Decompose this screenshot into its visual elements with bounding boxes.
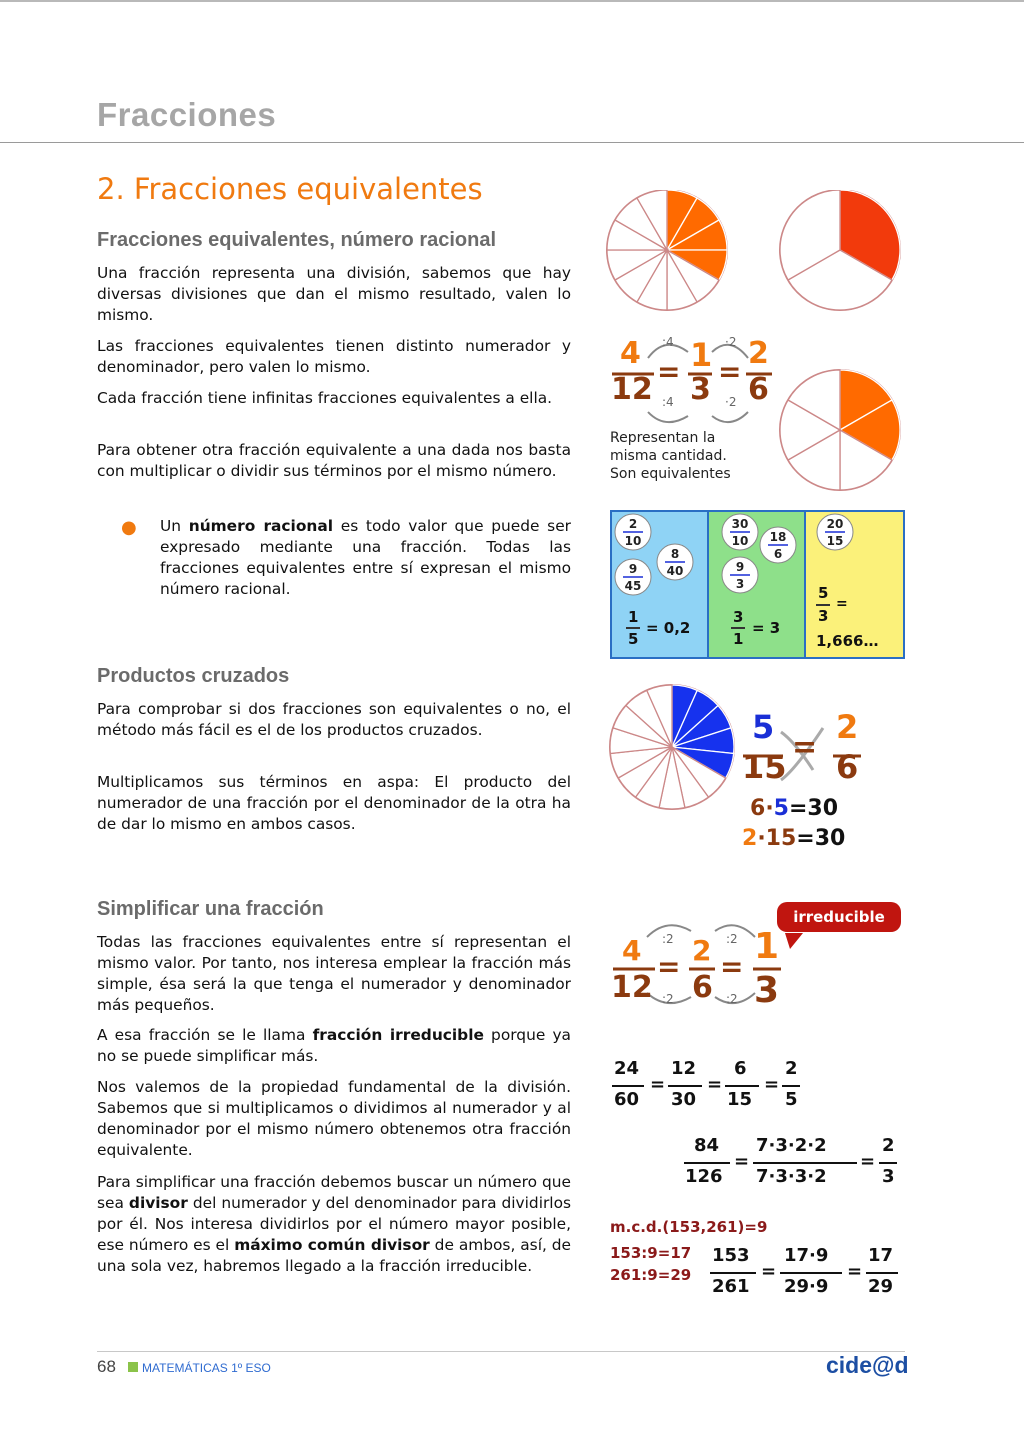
box2-eq-line (731, 627, 745, 629)
r3-eq2: = (847, 1261, 863, 1282)
r1-n2: 12 (671, 1058, 697, 1079)
fig1-op-top-1: :4 (662, 335, 674, 349)
para-simplificar-1: Todas las fracciones equivalentes entre sí representan el mismo valor. Por tanto, nos interesa emplear la fracción más simple, ésa será la que tenga el numerador y denominador más pequeños. (97, 933, 571, 1014)
div-line-2: 261:9=29 (610, 1266, 692, 1284)
r1-eq1: = (650, 1074, 666, 1095)
r3-n2: 17·9 (784, 1245, 829, 1266)
cross-n1: 5 (752, 708, 775, 746)
simp-op-top-2: :2 (726, 932, 738, 946)
r2-d2: 7·3·3·2 (756, 1166, 827, 1187)
simp-op-top-1: :2 (662, 932, 674, 946)
simp-d1: 12 (611, 970, 653, 1005)
r3-d2: 29·9 (784, 1276, 829, 1297)
r2-n2: 7·3·2·2 (756, 1135, 827, 1156)
simp-d2: 6 (692, 970, 713, 1005)
fig1-op-bot-2: ·2 (725, 395, 737, 409)
fraction-bubble-denominator: 45 (624, 579, 642, 593)
pie-fifteenths (610, 685, 734, 809)
fig1-op-bot-1: :4 (662, 395, 674, 409)
r3-line2 (780, 1272, 842, 1274)
page-number: 68 (97, 1357, 116, 1376)
r1-eq3: = (764, 1074, 780, 1095)
simp-n1: 4 (622, 934, 642, 967)
fig1-n2: 1 (690, 336, 713, 374)
fraction-bubble-denominator: 10 (624, 534, 642, 548)
r2-line3 (879, 1162, 897, 1164)
para-simplificar-2: A esa fracción se le llama fracción irreducible porque ya no se puede simplificar más. (97, 1026, 571, 1065)
box3-value: 1,666… (816, 632, 879, 650)
top-rule (0, 0, 1024, 2)
para-4: Para obtener otra fracción equivalente a una dada nos basta con multiplicar o dividir sus términos por el mismo número. (97, 441, 571, 480)
mcd-label: m.c.d.(153,261)=9 (610, 1218, 768, 1236)
r1-d4: 5 (785, 1089, 798, 1110)
r1-n3: 6 (734, 1058, 747, 1079)
box2-eq-n: 3 (733, 608, 744, 626)
bullet-dot: ● (121, 517, 137, 538)
cross-line1: 6·5=30 (750, 796, 839, 821)
r1-line4 (782, 1085, 800, 1087)
simplify-row-2 (684, 1135, 904, 1195)
pie-thirds (780, 190, 900, 310)
fraction-bubble-denominator: 3 (735, 577, 745, 591)
r1-d3: 15 (727, 1089, 753, 1110)
r3-d3: 29 (868, 1276, 894, 1297)
fig1-d2: 3 (690, 372, 711, 407)
r1-line1 (612, 1085, 644, 1087)
box2-value: = 3 (752, 619, 781, 637)
r1-line2 (668, 1085, 702, 1087)
para-simplificar-4: Para simplificar una fracción debemos buscar un número que sea divisor del numerador y del denominador para dividirlos por él. Nos interesa dividirlos por el número mayor posible, ese número es el máximo común divisor de ambos, así, de una sola vez, habremos llegado a la fracción irreducible. (97, 1173, 572, 1275)
r3-n1: 153 (712, 1245, 750, 1266)
r1-n4: 2 (785, 1058, 798, 1079)
r3-line3 (866, 1272, 898, 1274)
box2-eq-d: 1 (733, 630, 744, 648)
simp-eq1: = (657, 950, 681, 983)
box3-eq-n: 5 (818, 584, 829, 602)
para-3: Cada fracción tiene infinitas fracciones equivalentes a ella. (97, 389, 553, 407)
box1-eq-n: 1 (628, 608, 639, 626)
r3-n3: 17 (868, 1245, 894, 1266)
r2-d1: 126 (685, 1166, 723, 1187)
bubble-tail (785, 933, 803, 949)
r1-eq2: = (707, 1074, 723, 1095)
fraction-bubble-numerator: 9 (628, 562, 638, 576)
irreducible-bubble: irreducible (777, 902, 901, 932)
pie-sixths (780, 370, 900, 490)
box3-eq-d: 3 (818, 607, 829, 625)
fraction-bubble-numerator: 2 (628, 517, 638, 531)
heading-simplificar: Simplificar una fracción (97, 898, 324, 920)
fig1-eq2: = (718, 355, 742, 388)
title-rule (0, 142, 1024, 143)
fraction-bubble-numerator: 8 (670, 547, 680, 561)
fig1-n3: 2 (748, 336, 769, 371)
pie-twelfths (607, 190, 727, 310)
fig1-eq1: = (657, 355, 681, 388)
fig1-op-top-2: ·2 (725, 335, 737, 349)
fraction-bubble-denominator: 15 (826, 534, 844, 548)
box1-eq-line (626, 627, 640, 629)
bullet-racional: Un número racional es todo valor que puede ser expresado mediante una fracción. Todas las fracciones equivalentes entre sí expresan el mismo número racional. (160, 517, 571, 598)
fraction-bubble-denominator: 40 (666, 564, 684, 578)
simplify-row-1 (612, 1058, 812, 1118)
r1-d2: 30 (671, 1089, 697, 1110)
r2-eq1: = (734, 1151, 750, 1172)
r1-d1: 60 (614, 1089, 640, 1110)
fig1-d1: 12 (611, 372, 653, 407)
heading-equivalentes: Fracciones equivalentes, número racional (97, 229, 497, 251)
para-simplificar-3: Nos valemos de la propiedad fundamental de la división. Sabemos que si multiplicamos o dividimos al numerador y al denominador por el mismo número obtenemos otra fracción equivalente. (97, 1078, 571, 1159)
cross-d2: 6 (836, 748, 859, 786)
div-line-1: 153:9=17 (610, 1244, 692, 1262)
simplify-row-3 (710, 1245, 905, 1305)
r2-n3: 2 (882, 1135, 895, 1156)
fig1-caption: Representan la misma cantidad. Son equivalentes (610, 430, 731, 482)
footer-rule (97, 1351, 905, 1352)
fraction-bubble-denominator: 10 (731, 534, 749, 548)
r2-eq2: = (860, 1151, 876, 1172)
box1-value: = 0,2 (646, 619, 691, 637)
r2-d3: 3 (882, 1166, 895, 1187)
box3-eq-line (816, 604, 830, 606)
arrow-bot-1 (648, 412, 688, 422)
heading-productos: Productos cruzados (97, 665, 290, 687)
r3-d1: 261 (712, 1276, 750, 1297)
r3-line1 (710, 1272, 756, 1274)
cross-n2: 2 (836, 708, 859, 746)
footer-square-icon (128, 1362, 138, 1372)
simp-op-bot-1: :2 (662, 992, 674, 1006)
fraction-bubble-numerator: 18 (769, 530, 787, 544)
r1-line3 (725, 1085, 759, 1087)
r3-eq1: = (761, 1261, 777, 1282)
para-productos-1: Para comprobar si dos fracciones son equivalentes o no, el método más fácil es el de los productos cruzados. (97, 700, 571, 739)
simp-n2: 2 (692, 934, 712, 967)
fraction-bubble-numerator: 20 (826, 517, 844, 531)
cross-line2: 2·15=30 (742, 826, 846, 851)
page-title: Fracciones (97, 96, 277, 133)
cidead-logo: cide@d (826, 1352, 909, 1378)
simp-op-bot-2: :2 (726, 992, 738, 1006)
fraction-bubble-denominator: 6 (773, 547, 783, 561)
para-productos-2: Multiplicamos sus términos en aspa: El producto del numerador de una fracción por el denominador de la otra ha de dar lo mismo en ambos casos. (97, 773, 571, 833)
fig1-d3: 6 (748, 372, 769, 407)
r2-n1: 84 (694, 1135, 720, 1156)
footer-text: MATEMÁTICAS 1º ESO (142, 1361, 271, 1375)
para-2: Las fracciones equivalentes tienen distinto numerador y denominador, pero valen lo mismo. (97, 337, 571, 376)
cross-d1: 15 (742, 748, 787, 786)
simp-eq2: = (720, 950, 744, 983)
r2-line1 (684, 1162, 730, 1164)
simp-n3: 1 (754, 926, 780, 967)
simp-d3: 3 (754, 970, 780, 1011)
arrow-bot-2 (712, 412, 748, 422)
fig1-n1: 4 (620, 336, 641, 371)
cross-eq: = (792, 730, 818, 765)
section-title: 2. Fracciones equivalentes (97, 172, 483, 206)
r2-line2 (753, 1162, 857, 1164)
box1-eq-d: 5 (628, 630, 639, 648)
fraction-bubble-numerator: 30 (731, 517, 749, 531)
box3-eq-sign: = (836, 596, 848, 612)
fraction-bubble-numerator: 9 (735, 560, 745, 574)
para-1: Una fracción representa una división, sabemos que hay diversas divisiones que dan el mismo resultado, valen lo mismo. (97, 264, 571, 324)
r1-n1: 24 (614, 1058, 640, 1079)
